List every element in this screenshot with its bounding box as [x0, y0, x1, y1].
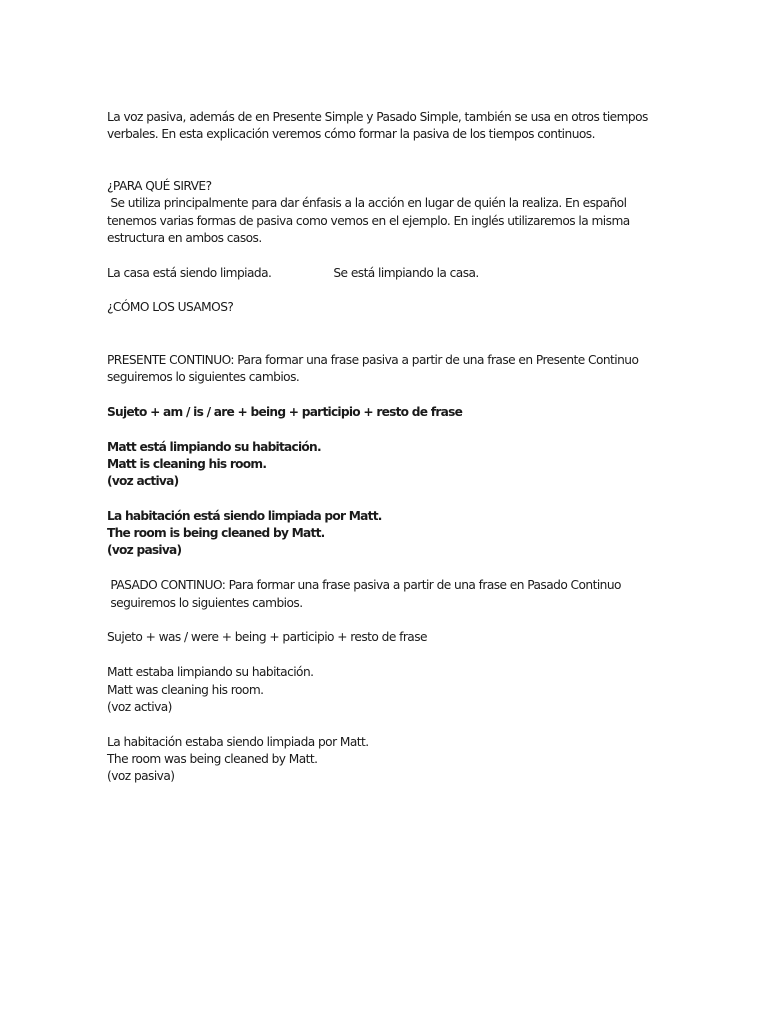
- presente-active-line: Matt está limpiando su habitación.: [107, 440, 321, 454]
- presente-formula: Sujeto + am / is / are + being + participio + resto de frase: [107, 405, 463, 419]
- paragraph-line: Se utiliza principalmente para dar énfasis a la acción en lugar de quién la realiza. En español: [107, 196, 627, 210]
- presente-active-label: (voz activa): [107, 474, 179, 488]
- section-heading-como: ¿CÓMO LOS USAMOS?: [107, 300, 234, 314]
- intro-line: verbales. En esta explicación veremos cómo formar la pasiva de los tiempos continuos.: [107, 127, 595, 141]
- presente-intro-line: seguiremos lo siguientes cambios.: [107, 370, 300, 384]
- intro-line: La voz pasiva, además de en Presente Simple y Pasado Simple, también se usa en otros tiempos: [107, 110, 648, 124]
- section-heading-para-que: ¿PARA QUÉ SIRVE?: [107, 179, 212, 193]
- pasado-passive-line: The room was being cleaned by Matt.: [107, 752, 318, 766]
- pasado-active-line: Matt was cleaning his room.: [107, 683, 264, 697]
- pasado-passive-label: (voz pasiva): [107, 769, 175, 783]
- presente-passive-label: (voz pasiva): [107, 543, 182, 557]
- example-line: [107, 265, 479, 282]
- presente-passive-line: La habitación está siendo limpiada por Matt.: [107, 509, 382, 523]
- example-passive-es: La casa está siendo limpiada.: [107, 266, 272, 280]
- presente-active-line: Matt is cleaning his room.: [107, 457, 267, 471]
- pasado-active-label: (voz activa): [107, 700, 172, 714]
- example-impersonal-es: Se está limpiando la casa.: [333, 266, 479, 280]
- pasado-intro-line: seguiremos lo siguientes cambios.: [107, 596, 303, 610]
- presente-passive-line: The room is being cleaned by Matt.: [107, 526, 325, 540]
- pasado-intro-line: PASADO CONTINUO: Para formar una frase pasiva a partir de una frase en Pasado Continuo: [107, 578, 621, 592]
- pasado-active-line: Matt estaba limpiando su habitación.: [107, 665, 314, 679]
- pasado-passive-line: La habitación estaba siendo limpiada por Matt.: [107, 735, 369, 749]
- presente-intro-line: PRESENTE CONTINUO: Para formar una frase pasiva a partir de una frase en Presente Continuo: [107, 353, 639, 367]
- paragraph-line: estructura en ambos casos.: [107, 231, 262, 245]
- paragraph-line: tenemos varias formas de pasiva como vemos en el ejemplo. En inglés utilizaremos la misma: [107, 214, 630, 228]
- pasado-formula: Sujeto + was / were + being + participio + resto de frase: [107, 630, 427, 644]
